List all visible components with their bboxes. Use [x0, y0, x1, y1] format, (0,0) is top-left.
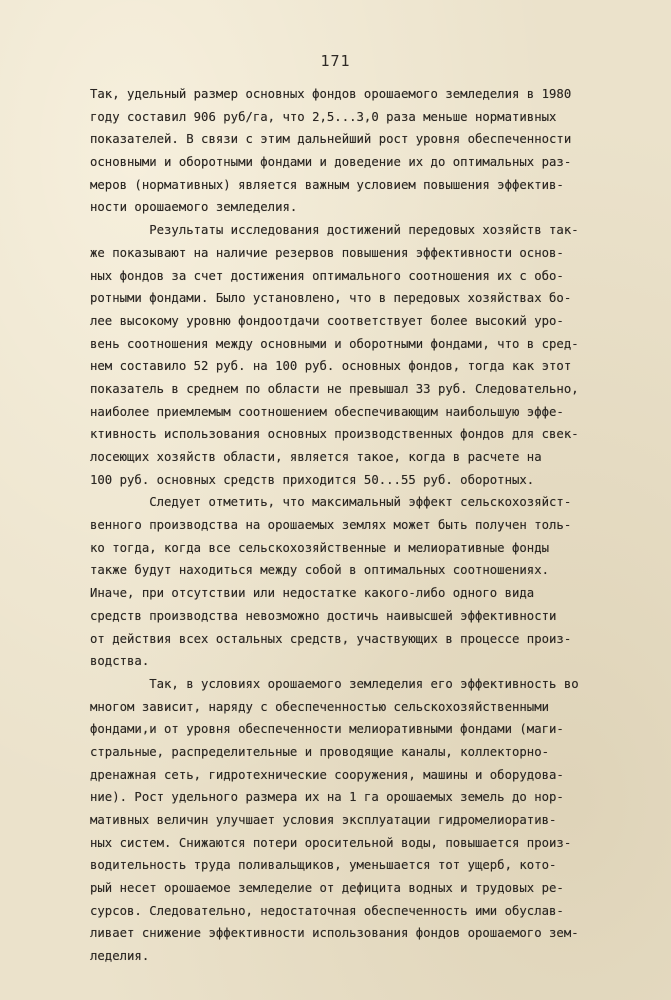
text-line: нем составило 52 руб. на 100 руб. основных фондов, тогда как этот	[90, 359, 572, 374]
text-line: вень соотношения между основными и оборотными фондами, что в сред-	[90, 336, 579, 351]
text-line: Так, в условиях орошаемого земледелия его эффективность во	[90, 676, 579, 691]
text-line: Иначе, при отсутствии или недостатке какого-либо одного вида	[90, 586, 535, 601]
text-line: ротными фондами. Было установлено, что в передовых хозяйствах бо-	[90, 291, 572, 306]
text-line: ных систем. Снижаются потери оросительной воды, повышается произ-	[90, 835, 572, 850]
text-line: сурсов. Следовательно, недостаточная обеспеченность ими обуслав-	[90, 903, 564, 918]
text-line: рый несет орошаемое земледелие от дефицита водных и трудовых ре-	[90, 881, 564, 896]
text-line: ных фондов за счет достижения оптимального соотношения их с обо-	[90, 268, 564, 283]
text-line: меров (нормативных) является важным условием повышения эффектив-	[90, 177, 564, 192]
text-line: ние). Рост удельного размера их на 1 га орошаемых земель до нор-	[90, 790, 564, 805]
text-line: же показывают на наличие резервов повышения эффективности основ-	[90, 245, 564, 260]
text-line: водства.	[90, 654, 150, 669]
text-line: средств производства невозможно достичь наивысшей эффективности	[90, 608, 557, 623]
text-line: 100 руб. основных средств приходится 50...55 руб. оборотных.	[90, 472, 535, 487]
text-line: мативных величин улучшает условия эксплуатации гидромелиоратив-	[90, 813, 557, 827]
text-line: показатель в среднем по области не превышал 33 руб. Следовательно,	[90, 381, 579, 396]
text-line: ности орошаемого земледелия.	[90, 200, 298, 215]
text-line: водительность труда поливальщиков, уменьшается тот ущерб, кото-	[90, 858, 557, 873]
text-line: лее высокому уровню фондоотдачи соответствует более высокий уро-	[90, 313, 564, 328]
text-line: от действия всех остальных средств, участвующих в процессе произ-	[90, 631, 572, 646]
text-line: показателей. В связи с этим дальнейший рост уровня обеспеченности	[90, 132, 572, 147]
text-line: ктивность использования основных производственных фондов для свек-	[90, 427, 579, 442]
text-line: многом зависит, наряду с обеспеченностью сельскохозяйственными	[90, 699, 550, 714]
text-line: стральные, распределительные и проводящие каналы, коллекторно-	[90, 744, 550, 759]
text-line: фондами,и от уровня обеспеченности мелиоративными фондами (маги-	[90, 722, 564, 737]
text-line: леделия.	[90, 949, 150, 964]
text-line: также будут находиться между собой в оптимальных соотношениях.	[90, 563, 550, 578]
text-line: ко тогда, когда все сельскохозяйственные и мелиоративные фонды	[90, 540, 550, 555]
text-line: лосеющих хозяйств области, является такое, когда в расчете на	[90, 450, 542, 464]
text-line: венного производства на орошаемых землях может быть получен толь-	[90, 518, 572, 533]
text-line: наиболее приемлемым соотношением обеспечивающим наибольшую эффе-	[90, 404, 564, 419]
body-text	[90, 83, 650, 968]
page-number: 171	[320, 52, 351, 70]
text-line: ливает снижение эффективности использования фондов орошаемого зем-	[90, 926, 579, 941]
text-line: основными и оборотными фондами и доведение их до оптимальных раз-	[90, 155, 572, 170]
text-line: дренажная сеть, гидротехнические сооружения, машины и оборудова-	[90, 767, 564, 782]
text-line: Так, удельный размер основных фондов орошаемого земледелия в 1980	[90, 87, 572, 101]
text-line: Результаты исследования достижений передовых хозяйств так-	[90, 223, 579, 238]
text-line: году составил 906 руб/га, что 2,5...3,0 раза меньше нормативных	[90, 109, 557, 124]
text-line: Следует отметить, что максимальный эффект сельскохозяйст-	[90, 495, 572, 510]
